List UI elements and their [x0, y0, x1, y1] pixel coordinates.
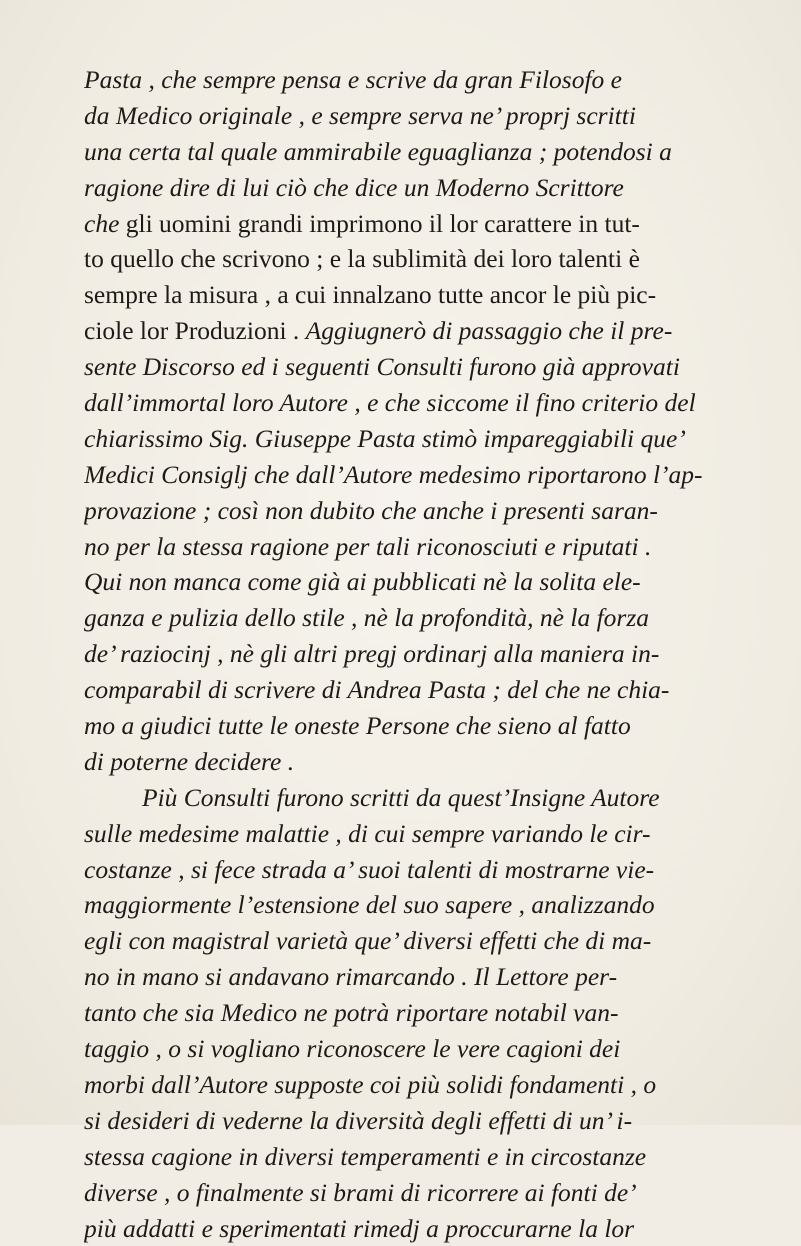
- text-segment: Qui non manca come già ai pubblicati nè la solita ele-: [84, 567, 641, 596]
- text-segment: dall’immortal loro Autore , e che siccome il fino criterio del: [84, 388, 696, 417]
- text-line: [84, 529, 774, 565]
- text-segment: sempre la misura , a cui innalzano tutte ancor le più pic-: [84, 280, 656, 309]
- text-segment: no per la stessa ragione per tali riconosciuti e riputati .: [84, 532, 651, 561]
- text-segment: una certa tal quale ammirabile eguaglianza ; potendosi a: [84, 137, 672, 166]
- text-segment: Più Consulti furono scritti da quest’Insigne Autore: [142, 783, 660, 812]
- text-segment: Aggiugnerò di passaggio che il pre-: [306, 316, 673, 345]
- text-segment: to quello che scrivono ; e la sublimità dei loro talenti è: [84, 244, 640, 273]
- text-segment: no in mano si andavano rimarcando . Il Lettore per-: [84, 962, 617, 991]
- text-segment: gli uomini grandi imprimono il lor carattere in tut-: [119, 209, 640, 238]
- text-line: [84, 206, 774, 242]
- text-line: [84, 98, 774, 134]
- text-segment: tanto che sia Medico ne potrà riportare notabil van-: [84, 998, 618, 1027]
- text-segment: de’ raziocinj , nè gli altri pregj ordinarj alla maniera in-: [84, 639, 659, 668]
- text-line: [84, 421, 774, 457]
- text-line: [84, 493, 774, 529]
- text-line: [84, 134, 774, 170]
- text-line: [84, 672, 774, 708]
- text-segment: morbi dall’Autore supposte coi più solidi fondamenti , o: [84, 1070, 656, 1099]
- body-text: [84, 62, 774, 1246]
- text-line: [84, 277, 774, 313]
- text-line: [84, 995, 774, 1031]
- text-line: [84, 1067, 774, 1103]
- text-segment: ganza e pulizia dello stile , nè la profondità, nè la forza: [84, 603, 649, 632]
- text-segment: provazione ; così non dubito che anche i presenti saran-: [84, 496, 658, 525]
- text-line: [84, 780, 774, 816]
- text-line: [84, 62, 774, 98]
- text-line: [84, 744, 774, 780]
- text-segment: taggio , o si vogliano riconoscere le vere cagioni dei: [84, 1034, 620, 1063]
- text-segment: mo a giudici tutte le oneste Persone che sieno al fatto: [84, 711, 631, 740]
- text-segment: Pasta , che sempre pensa e scrive da gran Filosofo e: [84, 65, 622, 94]
- text-segment: egli con magistral varietà que’ diversi effetti che di ma-: [84, 926, 651, 955]
- text-segment: chiarissimo Sig. Giuseppe Pasta stimò impareggiabili que’: [84, 424, 686, 453]
- text-line: [84, 385, 774, 421]
- text-segment: diverse , o finalmente si brami di ricorrere ai fonti de’: [84, 1178, 637, 1207]
- text-segment: che: [84, 209, 119, 238]
- text-line: [84, 457, 774, 493]
- text-line: [84, 600, 774, 636]
- text-segment: ragione dire di lui ciò che dice un Moderno Scrittore: [84, 173, 624, 202]
- text-segment: maggiormente l’estensione del suo sapere , analizzando: [84, 890, 655, 919]
- text-segment: di poterne decidere .: [84, 747, 294, 776]
- text-line: [84, 1139, 774, 1175]
- text-segment: da Medico originale , e sempre serva ne’ proprj scritti: [84, 101, 636, 130]
- text-segment: stessa cagione in diversi temperamenti e in circostanze: [84, 1142, 646, 1171]
- text-segment: si desideri di vederne la diversità degli effetti di un’ i-: [84, 1106, 632, 1135]
- text-line: [84, 887, 774, 923]
- text-line: [84, 708, 774, 744]
- text-line: [84, 816, 774, 852]
- text-segment: Medici Consiglj che dall’Autore medesimo riportarono l’ap-: [84, 460, 703, 489]
- text-segment: sente Discorso ed i seguenti Consulti furono già approvati: [84, 352, 680, 381]
- text-line: [84, 959, 774, 995]
- text-line: [84, 313, 774, 349]
- text-segment: comparabil di scrivere di Andrea Pasta ; del che ne chia-: [84, 675, 669, 704]
- text-line: [84, 1031, 774, 1067]
- text-line: [84, 852, 774, 888]
- text-line: [84, 1175, 774, 1211]
- text-segment: ciole lor Produzioni .: [84, 316, 306, 345]
- text-line: [84, 1103, 774, 1139]
- text-line: [84, 923, 774, 959]
- text-segment: sulle medesime malattie , di cui sempre variando le cir-: [84, 819, 651, 848]
- text-line: [84, 170, 774, 206]
- text-line: [84, 1211, 774, 1246]
- text-line: [84, 241, 774, 277]
- text-line: [84, 564, 774, 600]
- text-segment: costanze , si fece strada a’ suoi talenti di mostrarne vie-: [84, 855, 654, 884]
- text-line: [84, 636, 774, 672]
- text-line: [84, 349, 774, 385]
- text-segment: più addatti e sperimentati rimedj a proccurarne la lor: [84, 1214, 634, 1243]
